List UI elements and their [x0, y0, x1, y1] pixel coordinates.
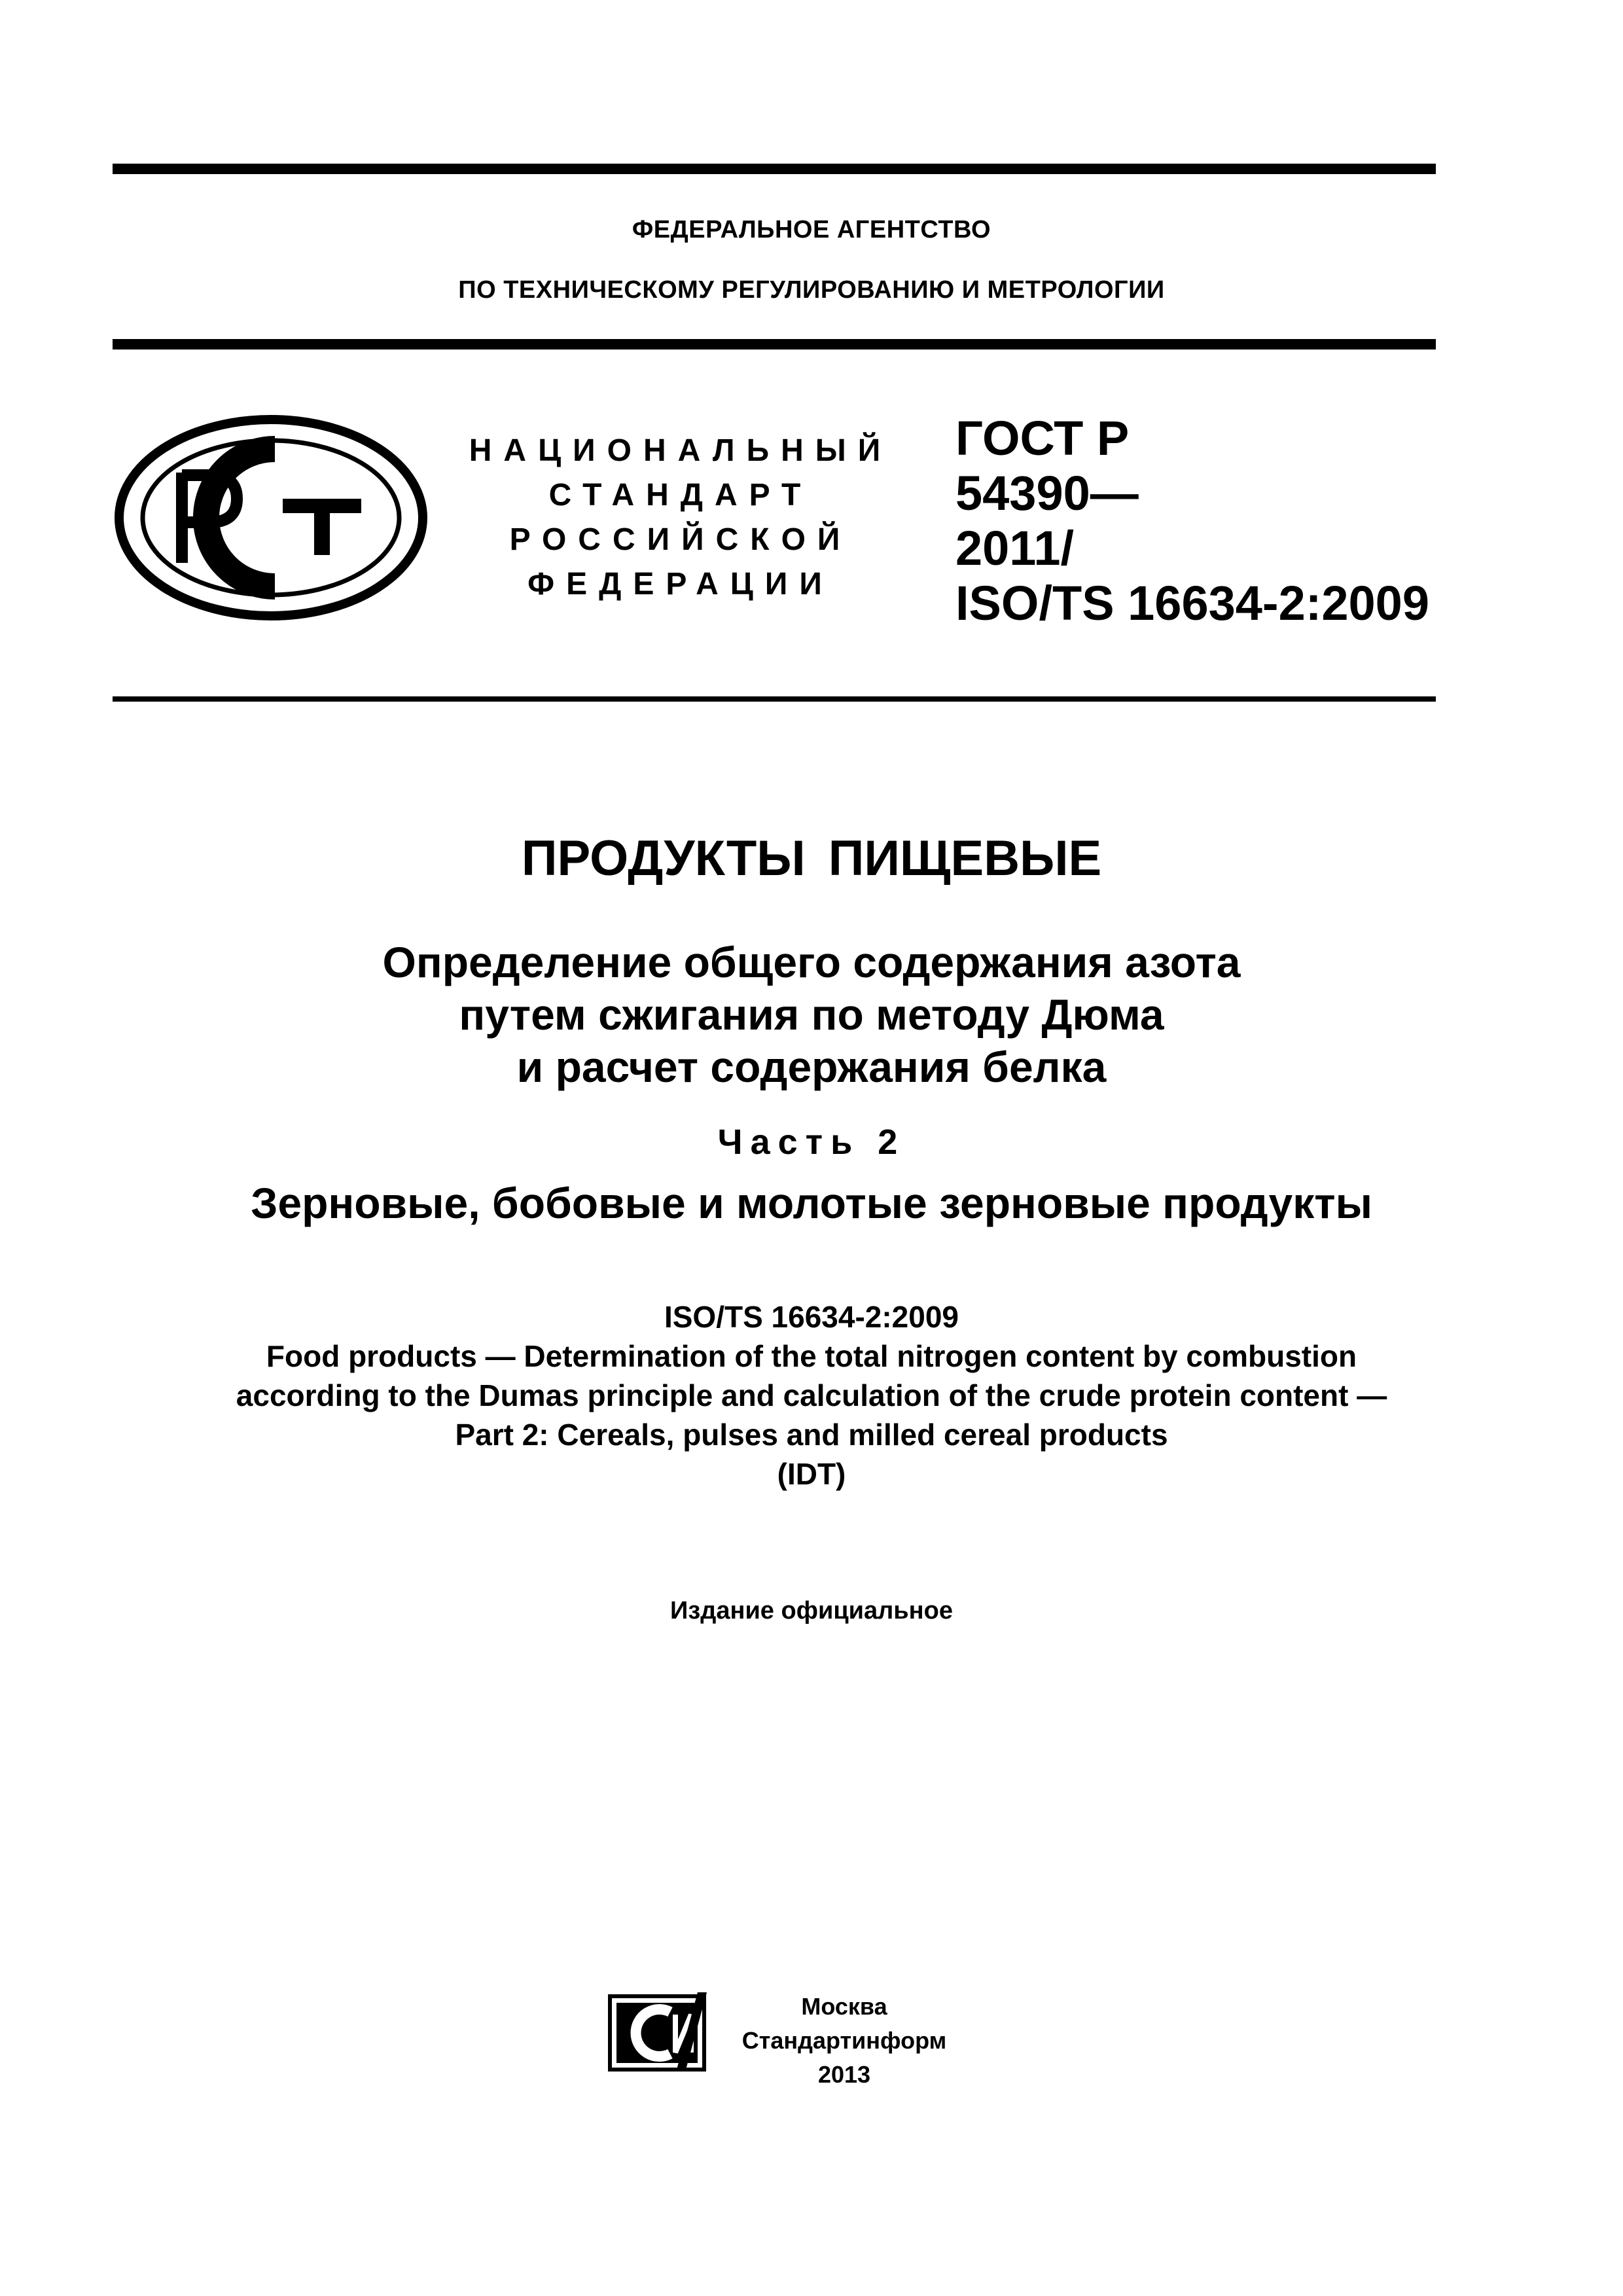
- header-rule: [113, 696, 1436, 702]
- iso-line-3: according to the Dumas principle and calculation of the crude protein content —: [236, 1378, 1387, 1412]
- standartinform-logo-icon: [607, 1990, 707, 2072]
- national-line-2: СТАНДАРТ: [548, 478, 813, 512]
- iso-line-4: Part 2: Cereals, pulses and milled cereal products: [455, 1418, 1168, 1452]
- document-title: ПРОДУКТЫ ПИЩЕВЫЕ: [521, 831, 1102, 886]
- standartinform-logo-text: СИ: [656, 2068, 658, 2069]
- edition-label: Издание официальное: [670, 1597, 953, 1624]
- document-subtitle: [0, 936, 1623, 1093]
- publisher-name: Стандартинформ: [741, 2027, 947, 2054]
- designation-line-1: ГОСТ Р: [955, 411, 1130, 465]
- part-title: Зерновые, бобовые и молотые зерновые продукты: [251, 1179, 1372, 1227]
- agency-line-2: ПО ТЕХНИЧЕСКОМУ РЕГУЛИРОВАНИЮ И МЕТРОЛОГИИ: [458, 276, 1165, 304]
- iso-line-1: ISO/TS 16634-2:2009: [664, 1300, 959, 1334]
- rst-logo-icon: [111, 412, 431, 623]
- iso-reference: [0, 1297, 1623, 1494]
- designation-line-2: 54390—: [955, 466, 1139, 520]
- designation-line-4: ISO/TS 16634-2:2009: [955, 576, 1429, 630]
- agency-rule: [113, 339, 1436, 350]
- iso-line-5: (IDT): [777, 1457, 846, 1491]
- standard-designation: [955, 411, 1429, 631]
- national-line-3: РОССИЙСКОЙ: [509, 522, 852, 557]
- national-line-1: НАЦИОНАЛЬНЫЙ: [469, 433, 893, 468]
- iso-line-2: Food products — Determination of the total nitrogen content by combustion: [266, 1339, 1357, 1373]
- rst-logo-text: РСТ: [270, 608, 272, 609]
- subtitle-line-3: и расчет содержания белка: [516, 1043, 1107, 1091]
- subtitle-line-1: Определение общего содержания азота: [382, 938, 1241, 986]
- designation-line-3: 2011/: [955, 521, 1075, 575]
- subtitle-line-2: путем сжигания по методу Дюма: [459, 990, 1164, 1039]
- part-label: Часть 2: [717, 1122, 906, 1162]
- national-standard-label: [458, 429, 903, 607]
- agency-line-1: ФЕДЕРАЛЬНОЕ АГЕНТСТВО: [632, 216, 991, 243]
- top-rule: [113, 164, 1436, 174]
- publisher-year: 2013: [817, 2061, 871, 2088]
- publisher-info: [720, 1990, 969, 2092]
- publisher-city: Москва: [801, 1993, 887, 2020]
- national-line-4: ФЕДЕРАЦИИ: [527, 567, 834, 601]
